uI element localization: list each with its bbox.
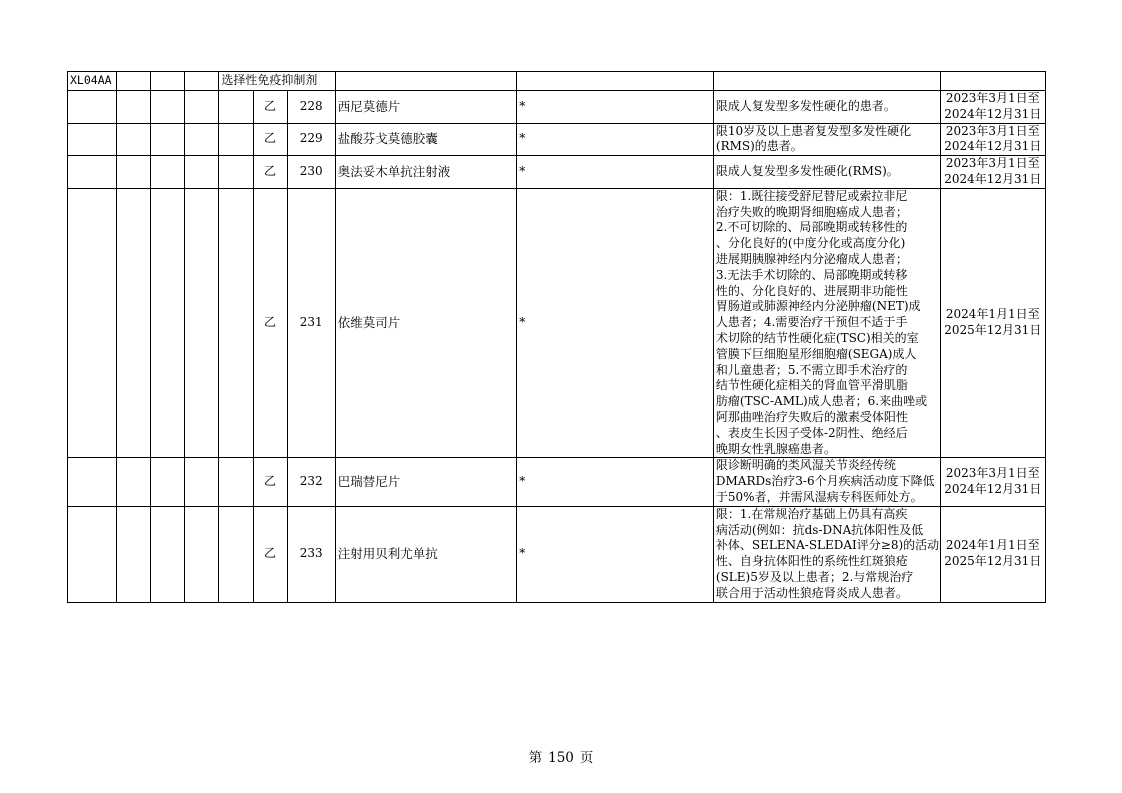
number-cell: 232: [287, 458, 335, 506]
empty-cell: [151, 506, 185, 602]
restriction-cell: [713, 188, 940, 458]
empty-cell: [185, 156, 219, 189]
empty-cell: [219, 188, 253, 458]
restriction-line: 肪瘤(TSC-AML)成人患者；6.来曲唑或: [715, 394, 928, 409]
restriction-line: 于50%者，并需风湿病专科医师处方。: [715, 489, 923, 504]
number-cell: 229: [287, 123, 335, 156]
category-name: 选择性免疫抑制剂: [219, 72, 335, 91]
empty-cell: [185, 123, 219, 156]
restriction-line: 限：1.在常规治疗基础上仍具有高疾: [715, 506, 908, 521]
empty-cell: [68, 123, 117, 156]
validity-period-line: 2025年12月31日: [944, 323, 1042, 338]
restriction-line: 限成人复发型多发性硬化(RMS)。: [715, 164, 899, 179]
empty-cell: [185, 72, 219, 91]
empty-cell: [151, 72, 185, 91]
empty-cell: [151, 123, 185, 156]
validity-period-line: 2024年1月1日至: [945, 538, 1040, 553]
grade-cell: 乙: [253, 188, 287, 458]
number-cell: 230: [287, 156, 335, 189]
restriction-line: 限10岁及以上患者复发型多发性硬化: [715, 123, 912, 138]
restriction-line: 补体、SELENA-SLEDAI评分≥8)的活动: [715, 538, 940, 553]
validity-period-cell: [940, 91, 1045, 124]
grade-cell: 乙: [253, 91, 287, 124]
category-code: XL04AA: [68, 72, 117, 91]
validity-period-line: 2023年3月1日至: [945, 123, 1040, 138]
empty-cell: [151, 188, 185, 458]
category-row: [68, 72, 1046, 91]
empty-cell: [713, 72, 940, 91]
restriction-line: 联合用于活动性狼疮肾炎成人患者。: [715, 585, 908, 600]
grade-cell: 乙: [253, 506, 287, 602]
restriction-line: 术切除的结节性硬化症(TSC)相关的室: [715, 330, 919, 345]
empty-cell: [117, 458, 151, 506]
empty-cell: [219, 91, 253, 124]
empty-cell: [117, 156, 151, 189]
validity-period-cell: [940, 506, 1045, 602]
empty-cell: [117, 72, 151, 91]
mark-cell: *: [517, 458, 714, 506]
drug-name-cell: 盐酸芬戈莫德胶囊: [335, 123, 517, 156]
restriction-line: 和儿童患者；5.不需立即手术治疗的: [715, 362, 908, 377]
drug-name-cell: 奥法妥木单抗注射液: [335, 156, 517, 189]
empty-cell: [117, 123, 151, 156]
mark-cell: *: [517, 188, 714, 458]
restriction-cell: [713, 458, 940, 506]
drug-catalog-table: [67, 71, 1046, 603]
grade-cell: 乙: [253, 123, 287, 156]
restriction-line: 治疗失败的晚期肾细胞癌成人患者；: [715, 204, 908, 219]
empty-cell: [219, 156, 253, 189]
number-cell: 233: [287, 506, 335, 602]
validity-period-line: 2023年3月1日至: [945, 156, 1040, 171]
drug-name-cell: 巴瑞替尼片: [335, 458, 517, 506]
empty-cell: [185, 188, 219, 458]
restriction-line: 阿那曲唑治疗失败后的激素受体阳性: [715, 409, 908, 424]
table-row: [68, 123, 1046, 156]
mark-cell: *: [517, 506, 714, 602]
empty-cell: [151, 458, 185, 506]
restriction-line: 胃肠道或肺源神经内分泌肿瘤(NET)成: [715, 299, 921, 314]
validity-period-line: 2025年12月31日: [944, 554, 1042, 569]
empty-cell: [117, 188, 151, 458]
drug-name-cell: 西尼莫德片: [335, 91, 517, 124]
table-row: [68, 156, 1046, 189]
number-cell: 228: [287, 91, 335, 124]
restriction-line: 晚期女性乳腺癌患者。: [715, 441, 836, 456]
number-cell: 231: [287, 188, 335, 458]
validity-period-line: 2024年12月31日: [944, 482, 1042, 497]
page-footer: [0, 746, 1122, 766]
drug-name-cell: 注射用贝利尤单抗: [335, 506, 517, 602]
table-row: [68, 506, 1046, 602]
restriction-line: 人患者；4.需要治疗干预但不适于手: [715, 315, 908, 330]
validity-period-line: 2023年3月1日至: [945, 91, 1040, 105]
empty-cell: [185, 458, 219, 506]
restriction-line: 性的、分化良好的、进展期非功能性: [715, 283, 908, 298]
restriction-line: 性、自身抗体阳性的系统性红斑狼疮: [715, 554, 908, 569]
validity-period-line: 2023年3月1日至: [945, 466, 1040, 481]
restriction-cell: [713, 91, 940, 124]
restriction-line: 管膜下巨细胞星形细胞瘤(SEGA)成人: [715, 346, 917, 361]
empty-cell: [335, 72, 517, 91]
page-suffix: 页: [579, 750, 594, 766]
restriction-cell: [713, 156, 940, 189]
table-row: [68, 91, 1046, 124]
validity-period-cell: [940, 458, 1045, 506]
validity-period-cell: [940, 156, 1045, 189]
restriction-line: (RMS)的患者。: [715, 139, 803, 154]
restriction-line: 限诊断明确的类风湿关节炎经传统: [715, 458, 896, 473]
validity-period-cell: [940, 188, 1045, 458]
restriction-line: 、分化良好的(中度分化或高度分化): [715, 236, 906, 251]
restriction-line: 结节性硬化症相关的肾血管平滑肌脂: [715, 378, 908, 393]
drug-name-cell: 依维莫司片: [335, 188, 517, 458]
empty-cell: [185, 506, 219, 602]
restriction-line: 限成人复发型多发性硬化的患者。: [715, 98, 896, 113]
restriction-line: 3.无法手术切除的、局部晚期或转移: [715, 267, 908, 282]
empty-cell: [68, 458, 117, 506]
validity-period-line: 2024年12月31日: [944, 139, 1042, 154]
restriction-line: (SLE)5岁及以上患者；2.与常规治疗: [715, 569, 914, 584]
validity-period-line: 2024年1月1日至: [945, 307, 1040, 322]
grade-cell: 乙: [253, 458, 287, 506]
empty-cell: [117, 506, 151, 602]
validity-period-line: 2024年12月31日: [944, 171, 1042, 186]
restriction-cell: [713, 506, 940, 602]
grade-cell: 乙: [253, 156, 287, 189]
restriction-cell: [713, 123, 940, 156]
table-row: [68, 188, 1046, 458]
validity-period-cell: [940, 123, 1045, 156]
empty-cell: [219, 506, 253, 602]
restriction-line: 病活动(例如：抗ds-DNA抗体阳性及低: [715, 522, 924, 537]
table-row: [68, 458, 1046, 506]
empty-cell: [68, 156, 117, 189]
validity-period-line: 2024年12月31日: [944, 106, 1042, 121]
restriction-line: 2.不可切除的、局部晚期或转移性的: [715, 220, 908, 235]
mark-cell: *: [517, 156, 714, 189]
empty-cell: [517, 72, 714, 91]
empty-cell: [68, 188, 117, 458]
empty-cell: [219, 123, 253, 156]
table-body: [68, 72, 1046, 603]
restriction-line: 限：1.既往接受舒尼替尼或索拉非尼: [715, 188, 908, 203]
restriction-line: 、表皮生长因子受体-2阴性、绝经后: [715, 425, 908, 440]
empty-cell: [68, 91, 117, 124]
empty-cell: [185, 91, 219, 124]
empty-cell: [68, 506, 117, 602]
mark-cell: *: [517, 91, 714, 124]
restriction-line: DMARDs治疗3-6个月疾病活动度下降低: [715, 474, 935, 489]
empty-cell: [219, 458, 253, 506]
restriction-line: 进展期胰腺神经内分泌瘤成人患者；: [715, 251, 908, 266]
empty-cell: [151, 156, 185, 189]
empty-cell: [151, 91, 185, 124]
mark-cell: *: [517, 123, 714, 156]
empty-cell: [940, 72, 1045, 91]
page-prefix: 第: [528, 750, 543, 766]
empty-cell: [117, 91, 151, 124]
page-number: 150: [548, 750, 574, 766]
